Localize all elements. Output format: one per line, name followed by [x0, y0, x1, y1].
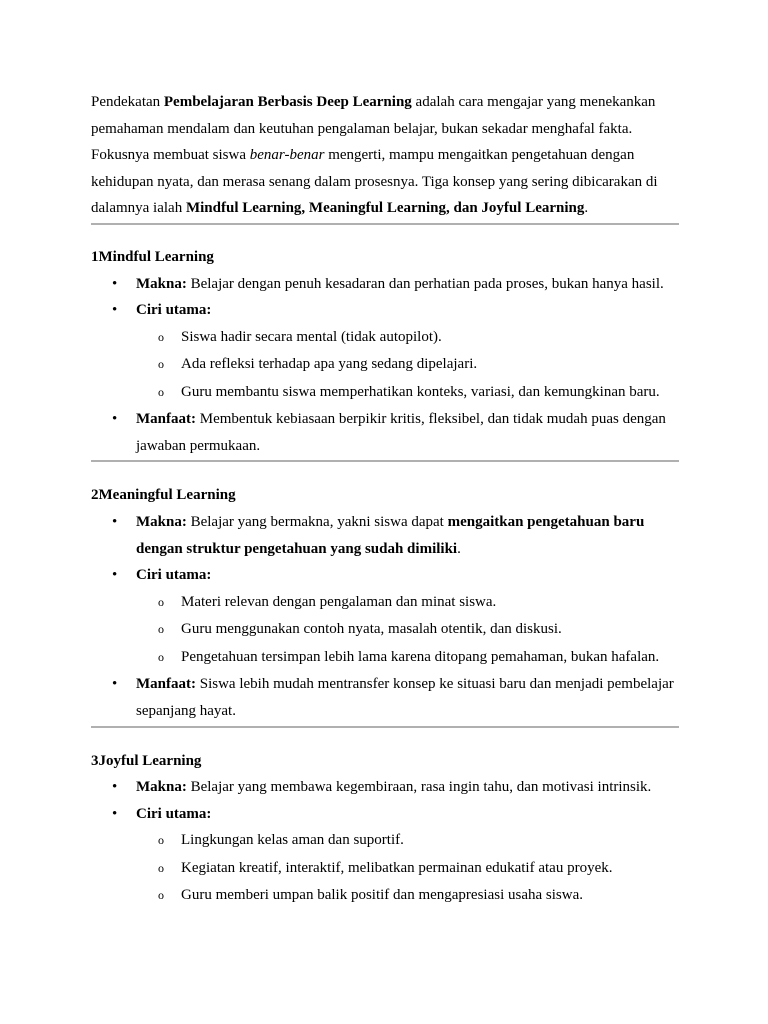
bullet-icon: •: [112, 779, 118, 796]
ciri-sublist: [136, 827, 679, 910]
makna-text: Belajar dengan penuh kesadaran dan perhatian pada proses, bukan hanya hasil.: [186, 275, 664, 292]
list-item-makna: [91, 271, 679, 298]
intro-text-3: mengerti, mampu mengaitkan pengetahuan dengan kehidupan nyata, dan merasa senang dalam prosesnya. Tiga konsep yang sering dibicarakan di dalamnya ialah: [91, 147, 658, 217]
makna-bold-text: mengaitkan pengetahuan baru dengan struktur pengetahuan yang sudah dimiliki: [136, 514, 645, 557]
sub-item-text: Kegiatan kreatif, interaktif, melibatkan permainan edukatif atau proyek.: [181, 859, 613, 876]
sub-item-text: Lingkungan kelas aman dan suportif.: [181, 832, 404, 849]
sub-list-item: [136, 616, 679, 644]
sub-item-text: Guru membantu siswa memperhatikan konteks, variasi, dan kemungkinan baru.: [181, 383, 660, 400]
sub-list-item: [136, 379, 679, 407]
bullet-icon: •: [112, 676, 118, 693]
manfaat-text: Siswa lebih mudah mentransfer konsep ke situasi baru dan menjadi pembelajar sepanjang hayat.: [136, 676, 674, 719]
makna-end: .: [457, 540, 461, 557]
document-page: [91, 89, 679, 910]
intro-paragraph: [91, 89, 679, 222]
list-item-manfaat: [91, 406, 679, 459]
section-title: 3Joyful Learning: [91, 752, 202, 769]
bullet-icon: •: [112, 805, 118, 822]
circle-bullet-icon: o: [158, 888, 164, 903]
ciri-label: Ciri utama:: [136, 567, 212, 584]
sub-list-item: [136, 882, 679, 910]
sub-list-item: [136, 351, 679, 379]
circle-bullet-icon: o: [158, 329, 164, 344]
ciri-sublist: [136, 589, 679, 672]
sub-list-item: [136, 827, 679, 855]
sub-item-text: Pengetahuan tersimpan lebih lama karena ditopang pemahaman, bukan hafalan.: [181, 648, 660, 665]
section-title: 1Mindful Learning: [91, 248, 214, 265]
list-item-makna: [91, 509, 679, 562]
ciri-label: Ciri utama:: [136, 805, 212, 822]
bullet-icon: •: [112, 411, 118, 428]
sub-item-text: Siswa hadir secara mental (tidak autopilot).: [181, 328, 442, 345]
makna-label: Makna:: [136, 514, 187, 531]
manfaat-text: Membentuk kebiasaan berpikir kritis, fleksibel, dan tidak mudah puas dengan jawaban permukaan.: [136, 411, 666, 454]
ciri-sublist: [136, 324, 679, 407]
section-list: [91, 509, 679, 724]
bullet-icon: •: [112, 514, 118, 531]
intro-text-1: Pendekatan: [91, 94, 164, 110]
circle-bullet-icon: o: [158, 860, 164, 875]
section-title: 2Meaningful Learning: [91, 487, 236, 504]
sub-item-text: Ada refleksi terhadap apa yang sedang dipelajari.: [181, 356, 478, 373]
circle-bullet-icon: o: [158, 594, 164, 609]
bullet-icon: •: [112, 567, 118, 584]
list-item-manfaat: [91, 671, 679, 724]
sub-item-text: Guru memberi umpan balik positif dan mengapresiasi usaha siswa.: [181, 887, 583, 904]
list-item-ciri-utama: [91, 297, 679, 406]
sub-list-item: [136, 324, 679, 352]
intro-italic-term: benar-benar: [249, 147, 325, 164]
circle-bullet-icon: o: [158, 622, 164, 637]
list-item-ciri-utama: [91, 801, 679, 910]
makna-label: Makna:: [136, 779, 187, 796]
intro-text-2: adalah cara mengajar yang menekankan pemahaman mendalam dan keutuhan pengalaman belajar, bukan sekadar menghafal fakta. Fokusnya membuat siswa: [91, 94, 656, 164]
list-item-makna: [91, 774, 679, 801]
bullet-icon: •: [112, 275, 118, 292]
bullet-icon: •: [112, 302, 118, 319]
intro-text-4: .: [584, 200, 589, 217]
list-item-ciri-utama: [91, 562, 679, 671]
intro-bold-term: Pembelajaran Berbasis Deep Learning: [163, 94, 412, 110]
intro-bold-concepts: Mindful Learning, Meaningful Learning, dan Joyful Learning: [185, 200, 585, 217]
makna-text: Belajar yang membawa kegembiraan, rasa ingin tahu, dan motivasi intrinsik.: [186, 779, 652, 796]
sub-list-item: [136, 855, 679, 883]
manfaat-label: Manfaat:: [136, 676, 196, 693]
sub-item-text: Materi relevan dengan pengalaman dan minat siswa.: [181, 593, 497, 610]
horizontal-divider: [91, 460, 679, 462]
circle-bullet-icon: o: [158, 649, 164, 664]
sub-item-text: Guru menggunakan contoh nyata, masalah otentik, dan diskusi.: [181, 621, 562, 638]
circle-bullet-icon: o: [158, 833, 164, 848]
manfaat-label: Manfaat:: [136, 411, 196, 428]
sub-list-item: [136, 644, 679, 672]
section-list: [91, 271, 679, 460]
makna-label: Makna:: [136, 275, 187, 292]
horizontal-divider: [91, 223, 679, 225]
section-meaningful-learning: [91, 482, 679, 724]
sub-list-item: [136, 589, 679, 617]
section-joyful-learning: [91, 748, 679, 910]
ciri-label: Ciri utama:: [136, 302, 212, 319]
horizontal-divider: [91, 726, 679, 728]
circle-bullet-icon: o: [158, 384, 164, 399]
section-mindful-learning: [91, 244, 679, 459]
circle-bullet-icon: o: [158, 357, 164, 372]
section-list: [91, 774, 679, 910]
makna-text: Belajar yang bermakna, yakni siswa dapat: [186, 514, 448, 531]
